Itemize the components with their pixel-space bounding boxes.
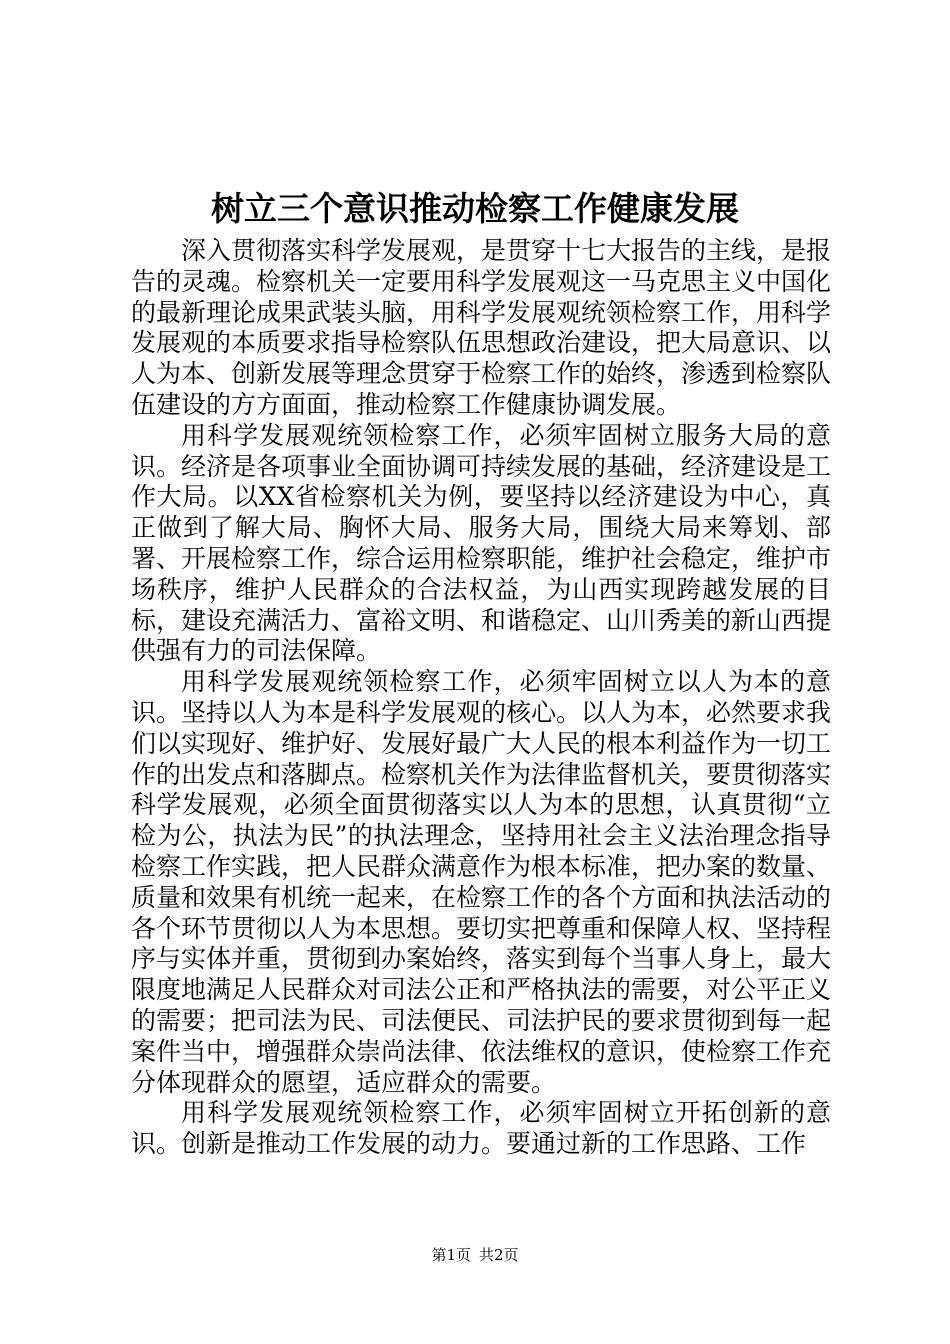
document-body [131, 236, 831, 1160]
paragraph-innovation: 用科学发展观统领检察工作，必须牢固树立开拓创新的意识。创新是推动工作发展的动力。要通过新的工作思路、工作 [131, 1098, 831, 1159]
paragraph-intro: 深入贯彻落实科学发展观，是贯穿十七大报告的主线，是报告的灵魂。检察机关一定要用科学发展观这一马克思主义中国化的最新理论成果武装头脑，用科学发展观统领检察工作，用科学发展观的本质要求指导检察队伍思想政治建设，把大局意识、以人为本、创新发展等理念贯穿于检察工作的始终，渗透到检察队伍建设的方方面面，推动检察工作健康协调发展。 [131, 236, 832, 419]
paragraph-people-oriented: 用科学发展观统领检察工作，必须牢固树立以人为本的意识。坚持以人为本是科学发展观的核心。以人为本，必然要求我们以实现好、维护好、发展好最广大人民的根本利益作为一切工作的出发点和落脚点。检察机关作为法律监督机关，要贯彻落实科学发展观，必须全面贯彻落实以人为本的思想，认真贯彻“立检为公，执法为民”的执法理念，坚持用社会主义法治理念指导检察工作实践，把人民群众满意作为根本标准，把办案的数量、质量和效果有机统一起来，在检察工作的各个方面和执法活动的各个环节贯彻以人为本思想。要切实把尊重和保障人权、坚持程序与实体并重，贯彻到办案始终，落实到每个当事人身上，最大限度地满足人民群众对司法公正和严格执法的需要，对公平正义的需要；把司法为民、司法便民、司法护民的要求贯彻到每一起案件当中，增强群众崇尚法律、依法维权的意识，使检察工作充分体现群众的愿望，适应群众的需要。 [131, 667, 832, 1097]
paragraph-serve-overall: 用科学发展观统领检察工作，必须牢固树立服务大局的意识。经济是各项事业全面协调可持续发展的基础，经济建设是工作大局。以XX省检察机关为例，要坚持以经济建设为中心，真正做到了解大局、胸怀大局、服务大局，围绕大局来筹划、部署、开展检察工作，综合运用检察职能，维护社会稳定，维护市场秩序，维护人民群众的合法权益，为山西实现跨越发展的目标，建设充满活力、富裕文明、和谐稳定、山川秀美的新山西提供强有力的司法保障。 [131, 420, 832, 666]
page-footer [0, 1245, 950, 1265]
page-number-total: 共2页 [479, 1246, 519, 1264]
page-number-current: 第1页 [431, 1246, 471, 1264]
document-title: 树立三个意识推动检察工作健康发展 [211, 189, 739, 228]
